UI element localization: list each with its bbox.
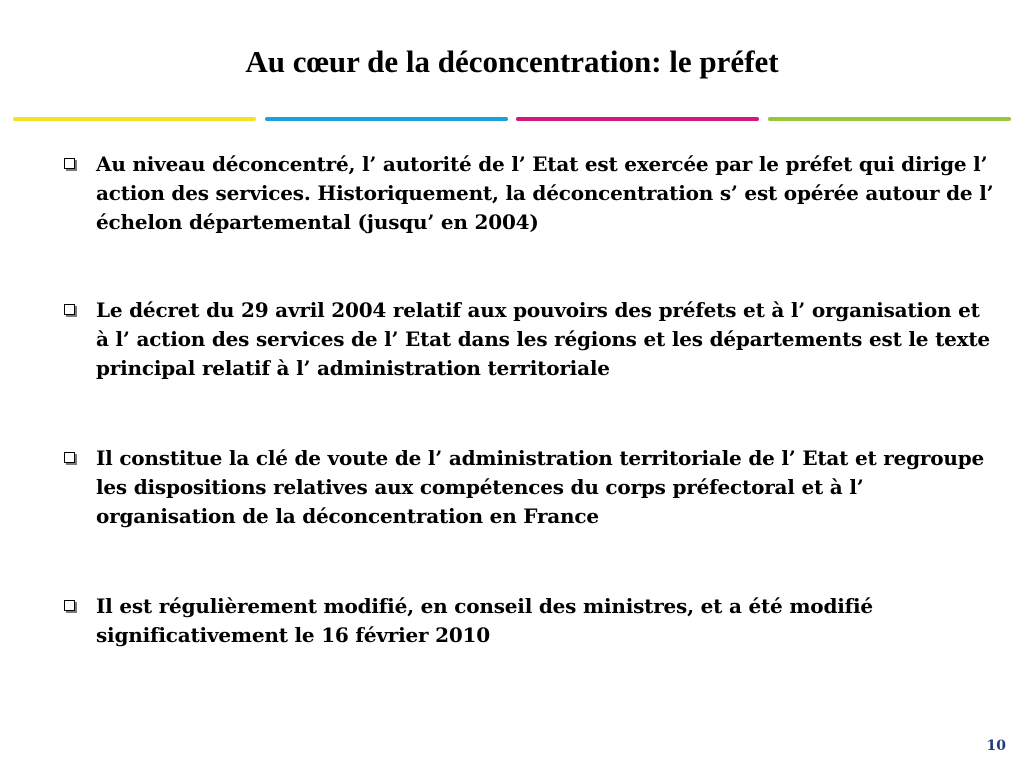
hollow-square-bullet-icon	[64, 600, 75, 611]
bullet-item	[64, 444, 994, 531]
divider-blue	[265, 117, 508, 121]
bullet-text: Il constitue la clé de voute de l’ administration territoriale de l’ Etat et regroupe les dispositions relatives aux compétences du corps préfectoral et à l’ organisation de la déconcentration en France	[96, 446, 985, 528]
bullet-text: Il est régulièrement modifié, en conseil des ministres, et a été modifié significativement le 16 février 2010	[96, 594, 873, 647]
bullet-text: Au niveau déconcentré, l’ autorité de l’ Etat est exercée par le préfet qui dirige l’ action des services. Historiquement, la déconcentration s’ est opérée autour de l’ échelon départemental (jusqu’ en 2004)	[96, 152, 994, 234]
hollow-square-bullet-icon	[64, 304, 75, 315]
bullet-item	[64, 592, 994, 650]
page-number: 10	[986, 738, 1006, 754]
bullet-item	[64, 296, 994, 383]
slide-title: Au cœur de la déconcentration: le préfet	[245, 44, 779, 79]
bullet-text: Le décret du 29 avril 2004 relatif aux pouvoirs des préfets et à l’ organisation et à l’ action des services de l’ Etat dans les régions et les départements est le texte principal relatif à l’ administration territoriale	[96, 298, 990, 380]
hollow-square-bullet-icon	[64, 158, 75, 169]
hollow-square-bullet-icon	[64, 452, 75, 463]
bullet-item	[64, 150, 994, 237]
divider-yellow	[13, 117, 256, 121]
divider-magenta	[516, 117, 759, 121]
divider-green	[768, 117, 1011, 121]
